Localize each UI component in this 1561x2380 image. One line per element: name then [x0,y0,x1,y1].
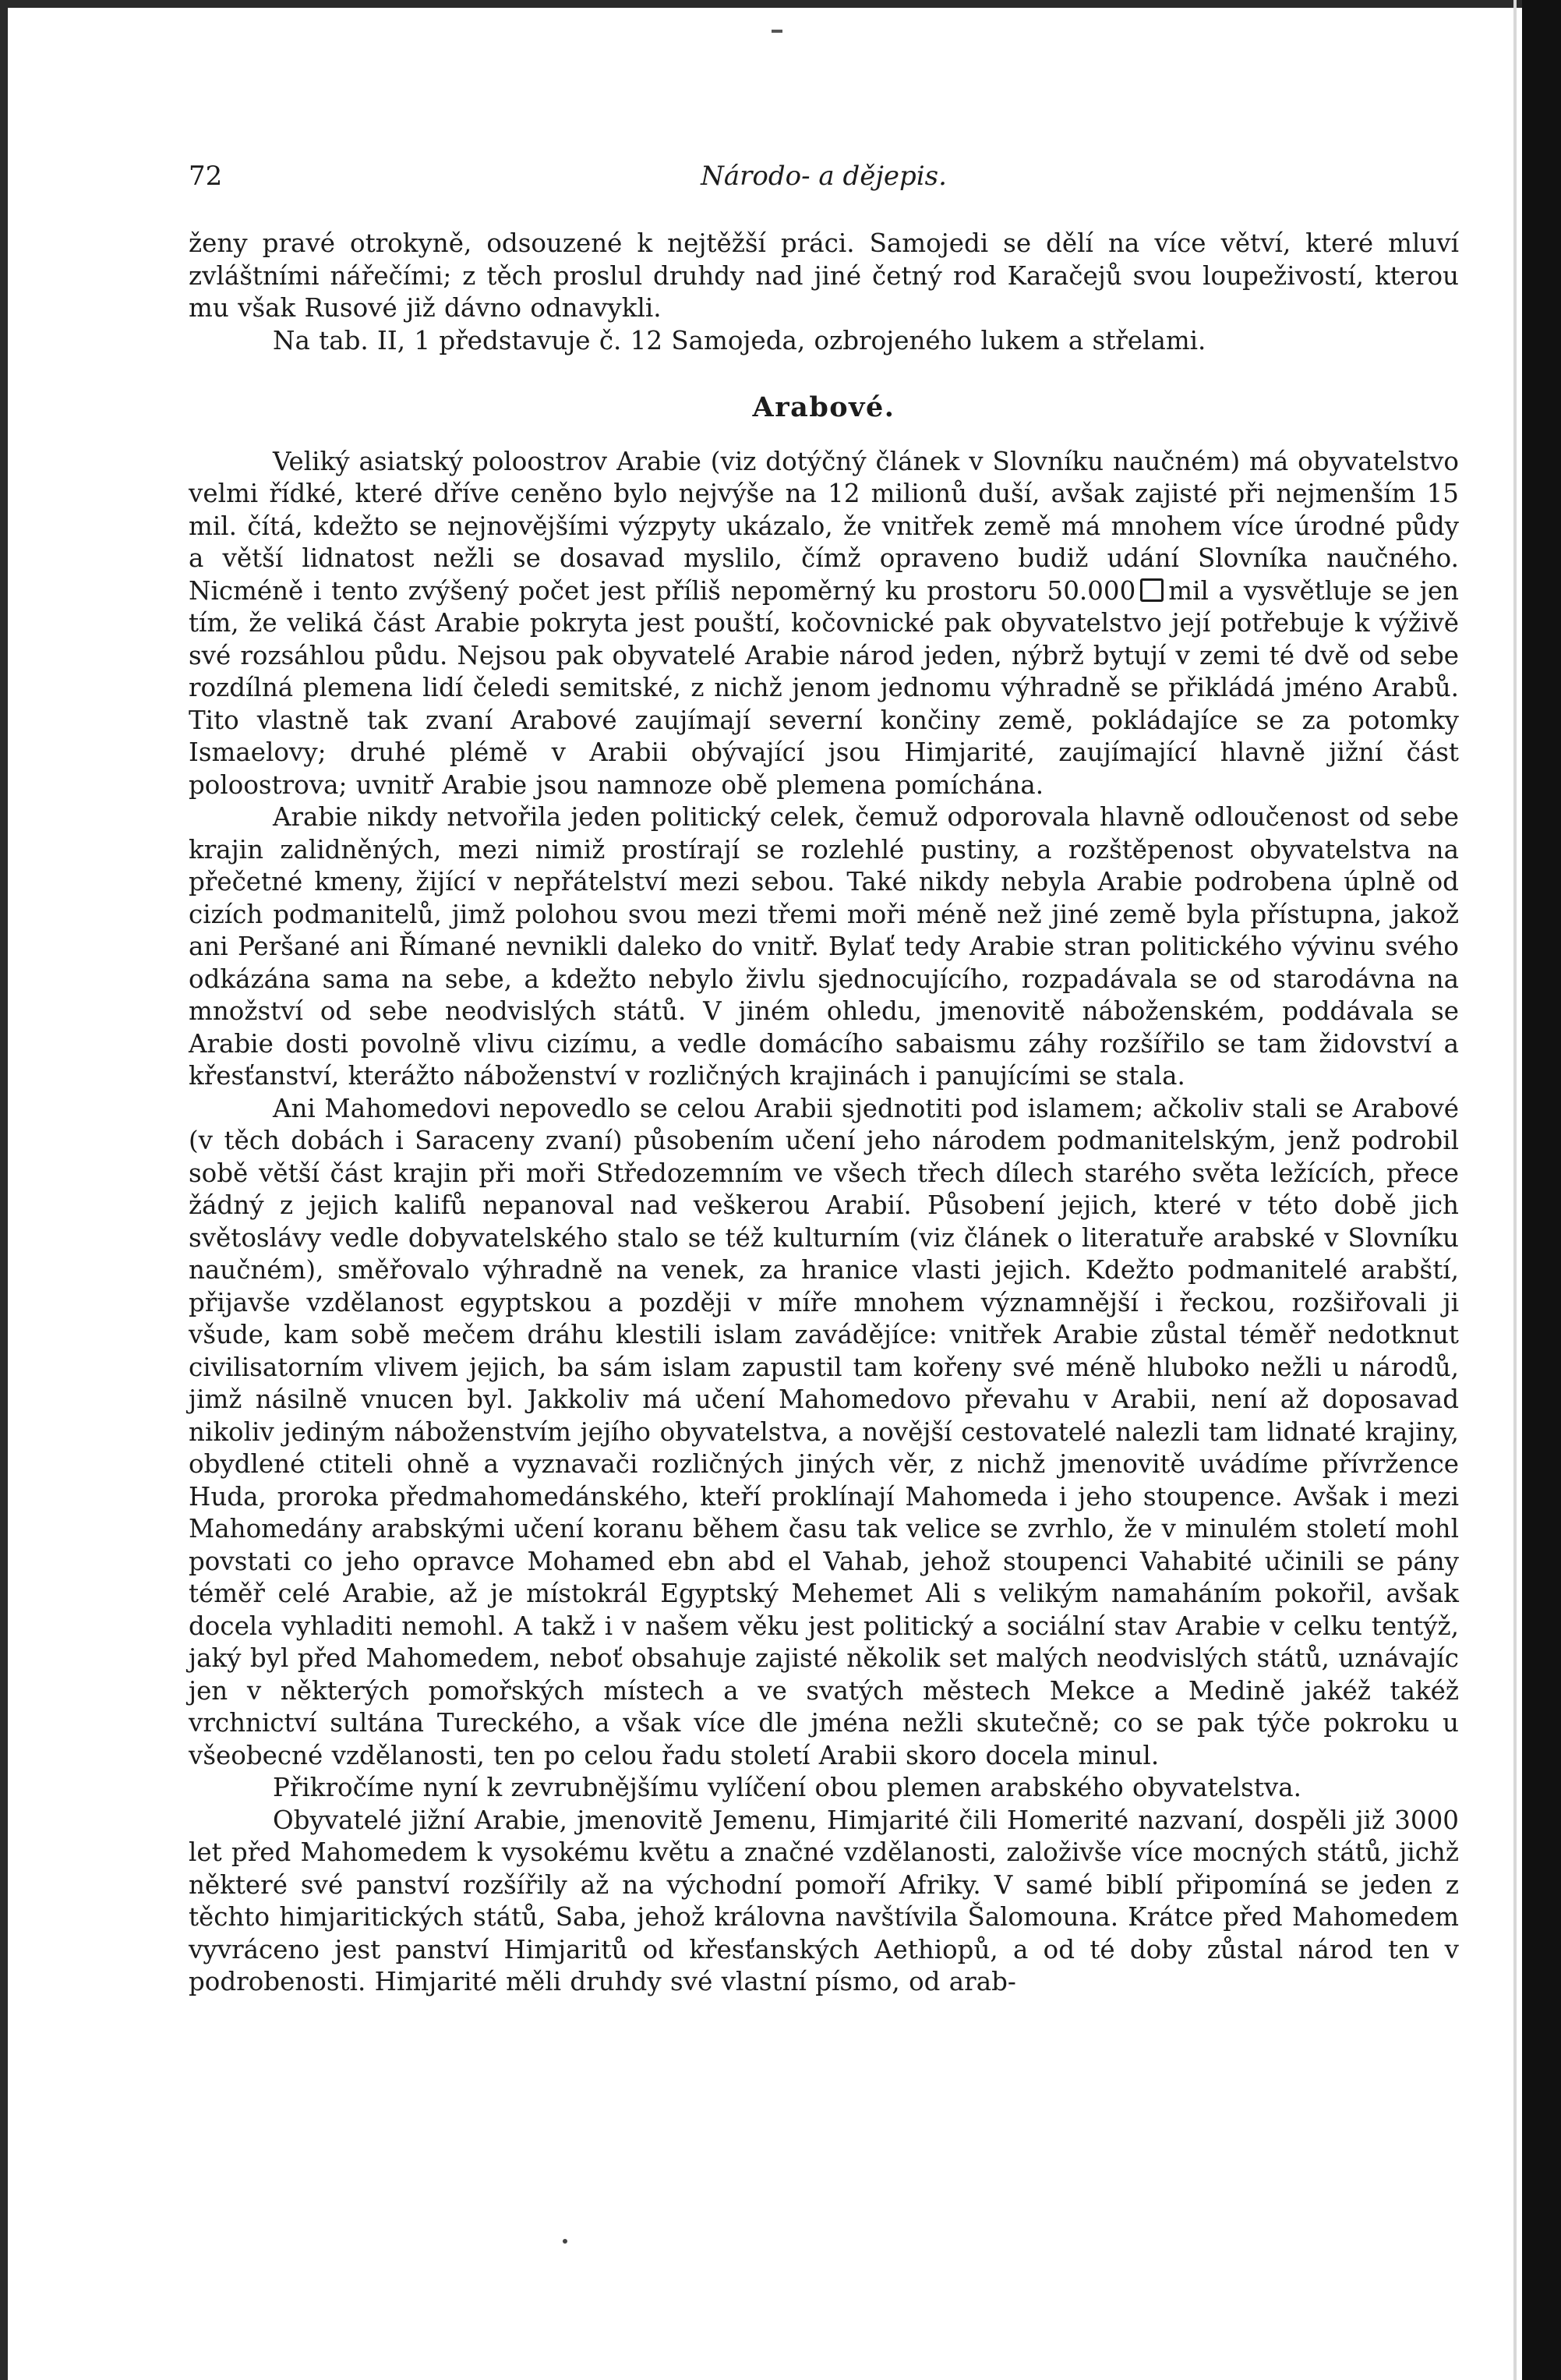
section-heading: Arabové. [752,391,895,423]
scan-speck [563,2239,567,2244]
paragraph-4: Přikročíme nyní k zevrubnějšímu vylíčení obou plemen arabského obyvatelstva. [273,1773,1301,1802]
page-number: 72 [189,161,223,192]
scan-border-top [0,0,1561,8]
paragraph-2: Arabie nikdy netvořila jeden politický celek, čemuž odporovala hlavně odloučenost od sebe krajin zalidněných, mezi nimiž prostírají se rozlehlé pustiny, a rozštěpenost obyvatelstva na přečetné kmeny, žijící v nepřátelství mezi sebou. Také nikdy nebyla Arabie podrobena úplně od cizích podmanitelů, jimž polohou svou mezi třemi moři méně než jiné země byla přístupna, jakož ani Peršané ani Římané nevnikli daleko do vnitř. Bylať tedy Arabie stran politického vývinu svého odkázána sama na sebe, a kdežto nebylo živlu sjednocujícího, rozpadávala se od starodávna na množství od sebe neodvislých států. V jiném ohledu, jmenovitě náboženském, poddávala se Arabie dosti povolně vlivu cizímu, a vedle domácího sabaismu záhy rozšířilo se tam židovství a křesťanství, kterážto náboženství v rozličných krajinách i panujícími se stala. [189,802,1459,1091]
paragraph-1-part-1: Veliký asiatský poloostrov Arabie (viz dotýčný článek v Slovníku naučném) má obyvatelstvo velmi řídké, které dříve ceněno bylo nejvýše na 12 milionů duší, avšak zajisté při nejmenším 15 mil. čítá, kdežto se nejnovějšími výzpyty ukázalo, že vnitřek země má mnohem více úrodné půdy a větší lidnatost nežli se dosavad myslilo, čímž opraveno budiž udání Slovníka naučného. Nicméně i tento zvýšený počet jest příliš nepoměrný ku prostoru 50.000 [189,446,1459,606]
intro-paragraph: ženy pravé otrokyně, odsouzené k nejtěžší práci. Samojedi se dělí na více větví, které mluví zvláštními nářečími; z těch proslul druhdy nad jiné četný rod Karačejů svou loupeživostí, kterou mu však Rusové již dávno odnavykli. [189,228,1459,323]
scan-top-mark [772,30,782,33]
scan-border-right [1522,0,1561,2380]
paragraph-5: Obyvatelé jižní Arabie, jmenovitě Jemenu, Himjarité čili Homerité nazvaní, dospěli již 3000 let před Mahomedem k vysokému květu a značné vzdělanosti, založivše více mocných států, jichž některé své panství rozšířily až na východní pomoří Afriky. V samé biblí připomíná se jeden z těchto himjaritických států, Saba, jehož královna navštívila Šalomouna. Krátce před Mahomedem vyvráceno jest panství Himjaritů od křesťanských Aethiopů, a od té doby zůstal národ ten v podrobenosti. Himjarité měli druhdy své vlastní písmo, od arab- [189,1805,1459,1996]
paragraph-1 [189,446,1459,802]
page-header [189,161,1459,200]
plate-reference-paragraph: Na tab. II, 1 představuje č. 12 Samojeda, ozbrojeného lukem a střelami. [273,325,1206,355]
running-title: Národo- a dějepis. [701,161,947,192]
paragraph-1-part-2: mil a vysvětluje se jen tím, že veliká část Arabie pokryta jest pouští, kočovnické pak obyvatelstvo její potřebuje k výživě své rozsáhlou půdu. Nejsou pak obyvatelé Arabie národ jeden, nýbrž bytují v zemi té dvě od sebe rozdílná plemena lidí čeledi semitské, z nichž jenom jednomu výhradně se přikládá jméno Arabů. Tito vlastně tak zvaní Arabové zaujímají severní končiny země, pokládajíce se za potomky Ismaelovy; druhé plémě v Arabii obývající jsou Himjarité, zaujímající hlavně jižní část poloostrova; uvnitř Arabie jsou namnoze obě plemena pomíchána. [189,575,1459,800]
body-text [189,228,1459,1999]
square-symbol-icon [1140,578,1164,602]
scan-page-edge [1513,0,1517,2380]
paragraph-3: Ani Mahomedovi nepovedlo se celou Arabii sjednotiti pod islamem; ačkoliv stali se Arabové (v těch dobách i Saraceny zvaní) působením učení jeho národem podmanitelským, jenž podrobil sobě větší část krajin při moři Středozemním ve všech třech dílech starého světa ležících, přece žádný z jejich kalifů nepanoval nad veškerou Arabií. Působení jejich, které v této době jich světoslávy vedle dobyvatelského stalo se též kulturním (viz článek o literatuře arabské v Slovníku naučném), směřovalo výhradně na venek, za hranice vlasti jejich. Kdežto podmanitelé arabští, přijavše vzdělanost egyptskou a později v míře mnohem významnější i řeckou, rozšiřovali ji všude, kam sobě mečem dráhu klestili islam zavádějíce: vnitřek Arabie zůstal téměř nedotknut civilisatorním vlivem jejich, ba sám islam zapustil tam kořeny své méně hluboko nežli u národů, jimž násilně vnucen byl. Jakkoliv má učení Mahomedovo převahu v Arabii, není až doposavad nikoliv jediným náboženstvím jejího obyvatelstva, a novější cestovatelé nalezli tam lidnaté krajiny, obydlené ctiteli ohně a vyznavači rozličných jiných věr, z nichž jmenovitě uvádíme přívržence Huda, proroka předmahomedánského, kteří proklínají Mahomeda i jeho stoupence. Avšak i mezi Mahomedány arabskými učení koranu během času tak velice se zvrhlo, že v minulém století mohl povstati co jeho opravce Mohamed ebn abd el Vahab, jehož stoupenci Vahabité učinili se pány téměř celé Arabie, až je místokrál Egyptský Mehemet Ali s velikým namaháním pokořil, avšak docela vyhladiti nemohl. A takž i v našem věku jest politický a sociální stav Arabie v celku tentýž, jaký byl před Mahomedem, neboť obsahuje zajisté několik set malých neodvislých států, uznávajíc jen v některých pomořských místech a ve svatých městech Mekce a Medině jakéž takéž vrchnictví sultána Tureckého, a však více dle jména nežli skutečně; co se pak týče pokroku u všeobecné vzdělanosti, ten po celou řadu století Arabii skoro docela minul. [189,1093,1459,1770]
scan-border-left [0,0,8,2380]
